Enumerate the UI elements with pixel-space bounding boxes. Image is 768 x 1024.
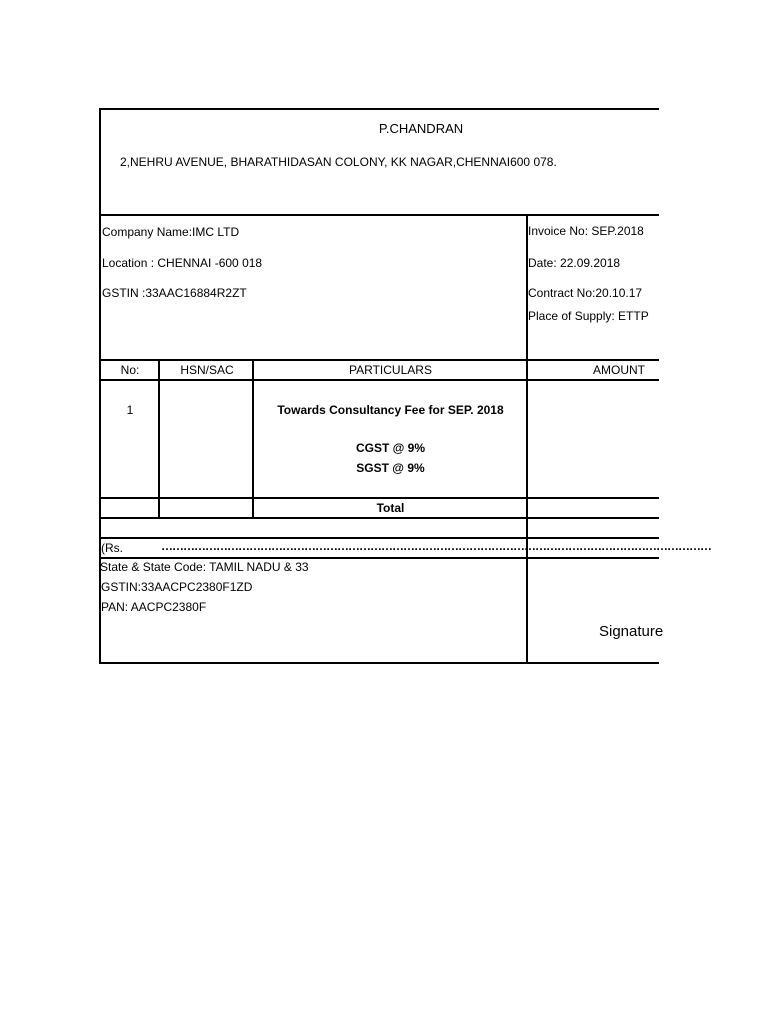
column-header-amount: AMOUNT [593,363,645,377]
vendor-gstin: GSTIN:33AACPC2380F1ZD [101,580,253,594]
table-top [99,359,659,361]
place-of-supply: Place of Supply: ETTP [528,309,649,323]
signature-label: Signature [599,623,664,640]
column-header-particulars: PARTICULARS [349,363,432,377]
column-header-no: No: [120,363,140,377]
column-divider-1 [158,359,160,519]
vendor-pan: PAN: AACPC2380F [101,600,207,614]
total-row-bottom [99,517,659,519]
amount-in-words-line: …………………………………………………………………………………………………………………………………… [161,539,711,553]
column-divider-3 [526,359,528,664]
row-cgst: CGST @ 9% [355,441,426,455]
row-sgst: SGST @ 9% [356,461,425,475]
table-header-bottom [99,379,659,381]
invoice-date: Date: 22.09.2018 [528,256,621,270]
client-location: Location : CHENNAI -600 018 [102,256,263,270]
border-top [99,108,659,110]
amount-in-words-prefix: (Rs. [101,541,123,555]
column-divider-2 [252,359,254,519]
client-company: Company Name:IMC LTD [102,225,240,239]
invoice-number: Invoice No: SEP.2018 [528,224,644,238]
vendor-address: 2,NEHRU AVENUE, BHARATHIDASAN COLONY, KK NAGAR,CHENNAI600 078. [120,155,557,169]
row-description: Towards Consultancy Fee for SEP. 2018 [277,403,504,417]
vendor-name: P.CHANDRAN [378,121,464,136]
divider-header [99,214,659,216]
state-code: State & State Code: TAMIL NADU & 33 [100,560,309,574]
border-bottom [99,662,659,664]
row-number: 1 [126,403,134,417]
total-row-top [99,497,659,499]
words-row-bottom [99,557,659,559]
contract-number: Contract No:20.10.17 [528,286,643,300]
client-gstin: GSTIN :33AAC16884R2ZT [102,286,247,300]
total-label: Total [376,501,405,515]
column-header-hsn: HSN/SAC [180,363,234,377]
